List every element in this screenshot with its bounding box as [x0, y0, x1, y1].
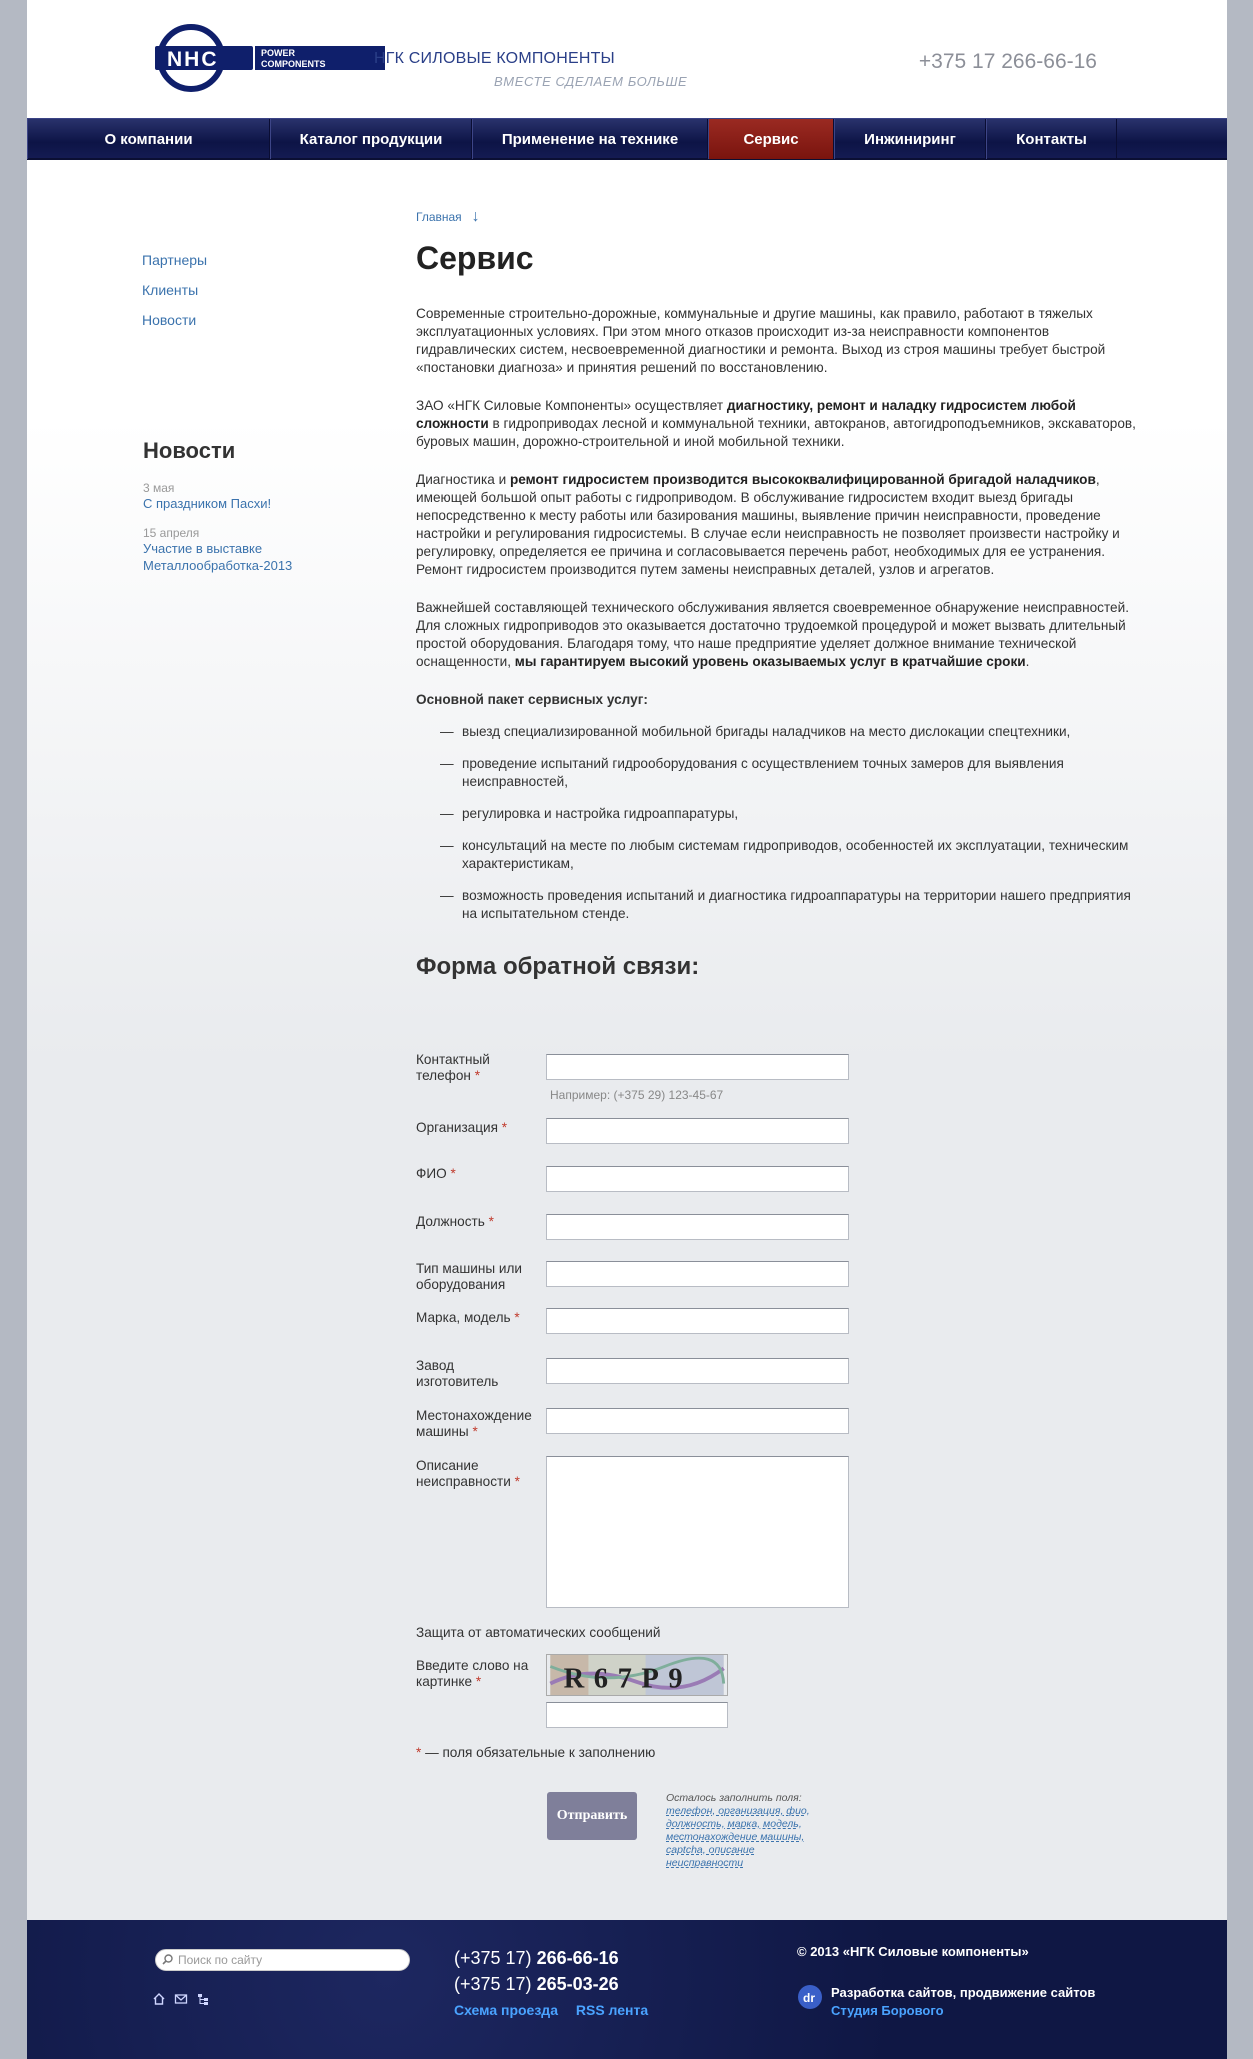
news-link[interactable]: Участие в выставке Металлообработка-2013 [143, 541, 293, 573]
submit-button[interactable]: Отправить [547, 1792, 637, 1840]
site-footer [27, 1920, 1227, 2059]
developer-text: Разработка сайтов, продвижение сайтов [831, 1985, 1096, 2000]
news-heading: Новости [143, 438, 236, 463]
search-placeholder: Поиск по сайту [178, 1953, 263, 1967]
paragraph: Важнейшей составляющей технического обслуживания является своевременное обнаружение неисправностей. Для сложных гидроприводов это оказывается достаточно трудоемкой процедурой и может вызвать длительный простой оборудования. Благодаря тому, что наше предприятие уделяет должное внимание технической оснащенности, мы гарантируем высокий уровень оказываемых услуг в кратчайшие сроки. [416, 600, 1129, 669]
list-item: — выезд специализированной мобильной бригады наладчиков на место дислокации спецтехники, [416, 723, 1136, 741]
nav-engineering[interactable]: Инжиниринг [834, 119, 986, 159]
brand-input[interactable] [546, 1308, 849, 1334]
paragraph: Современные строительно-дорожные, коммунальные и другие машины, как правило, работают в тяжелых эксплуатационных условиях. При этом много отказов происходит из-за неисправности компонентов гидравлических систем, несвоевременной диагностики и ремонта. Выход из строя машины требует быстрой «постановки диагноза» и принятия решений по восстановлению. [416, 306, 1106, 375]
list-item: — проведение испытаний гидрооборудования с осуществлением точных замеров для выявления неисправностей, [416, 755, 1136, 791]
required-note: * — поля обязательные к заполнению [416, 1745, 656, 1760]
machine-input[interactable] [546, 1261, 849, 1287]
brand-label: Марка, модель * [416, 1310, 520, 1325]
map-link[interactable]: Схема проезда [454, 2002, 558, 2018]
phone-hint: Например: (+375 29) 123-45-67 [550, 1088, 724, 1102]
fio-input[interactable] [546, 1166, 849, 1192]
paragraph: Диагностика и ремонт гидросистем производится высококвалифицированной бригадой наладчиков, имеющей большой опыт работы с гидроприводом. В обслуживание гидросистем входит выезд бригады непосредственно к месту работы или базирования машины, выявление причин неисправности, проведение настройки и регулирования гидросистемы. В случае если неисправность не позволяет произвести настройку и регулировку, определяется ее причина и согласовывается перечень работ, необходимых для ее устранения. Ремонт гидросистем производится путем замены неисправных деталей, узлов и агрегатов. [416, 472, 1120, 577]
location-input[interactable] [546, 1408, 849, 1434]
location-label: Местонахождение машины * [416, 1408, 532, 1439]
post-label: Должность * [416, 1214, 494, 1229]
site-header [27, 0, 1227, 118]
company-logo[interactable] [153, 22, 385, 94]
developer-credit [797, 1984, 1095, 2020]
services-title: Основной пакет сервисных услуг: [416, 692, 648, 707]
nav-service[interactable]: Сервис [708, 119, 834, 159]
protection-title: Защита от автоматических сообщений [416, 1625, 661, 1640]
main-content [416, 208, 1136, 981]
brand-name: НГК СИЛОВЫЕ КОМПОНЕНТЫ [374, 50, 615, 67]
org-label: Организация * [416, 1120, 508, 1135]
svg-text:POWER: POWER [261, 48, 296, 58]
svg-text:dr: dr [803, 1991, 815, 2005]
form-title: Форма обратной связи: [416, 953, 700, 980]
search-input[interactable] [155, 1949, 410, 1971]
page [27, 0, 1227, 2059]
home-icon[interactable] [152, 1992, 166, 2006]
news-link[interactable]: С праздником Пасхи! [143, 496, 272, 511]
breadcrumb [416, 208, 1136, 226]
org-input[interactable] [546, 1118, 849, 1144]
nav-contacts[interactable]: Контакты [986, 119, 1117, 159]
desc-label: Описание неисправности * [416, 1458, 520, 1489]
fio-label: ФИО * [416, 1166, 456, 1181]
footer-phone-1: (+375 17) 266-66-16 [454, 1948, 619, 1968]
nav-application[interactable]: Применение на технике [472, 119, 708, 159]
logo-text: NHC [167, 48, 219, 71]
factory-label: Завод изготовитель [416, 1358, 499, 1389]
list-item: — консультаций на месте по любым системам гидроприводов, особенностей их эксплуатации, техническим характеристикам, [416, 837, 1136, 873]
breadcrumb-home[interactable]: Главная [416, 210, 462, 224]
sitemap-icon[interactable] [196, 1992, 210, 2006]
description-textarea[interactable] [546, 1456, 849, 1608]
rss-link[interactable]: RSS лента [575, 2002, 649, 2018]
nav-about[interactable]: О компании [27, 119, 270, 159]
header-phone: +375 17 266-66-16 [918, 50, 1097, 73]
studio-link[interactable]: Студия Борового [831, 2003, 944, 2018]
sidebar-link-news[interactable]: Новости [142, 312, 197, 328]
footer-icons [152, 1992, 210, 2006]
main-nav [27, 118, 1227, 160]
captcha-input[interactable] [546, 1702, 728, 1728]
remaining-fields: Осталось заполнить поля: телефон, организация, фио, должность, марка, модель, местонахождение машины, captcha, описание неисправности [666, 1792, 816, 1870]
captcha-text: R67P9 [563, 1663, 693, 1695]
captcha-image [546, 1654, 728, 1696]
paragraph: ЗАО «НГК Силовые Компоненты» осуществляет диагностику, ремонт и наладку гидросистем любой сложности в гидроприводах лесной и коммунальной техники, автокранов, автогидроподъемников, экскаваторов, буровых машин, дорожно-строительной и иной мобильной техники. [416, 398, 1136, 449]
page-title: Сервис [416, 240, 534, 276]
phone-label: Контактный телефон * [416, 1052, 490, 1083]
captcha-label: Введите слово на картинке * [416, 1658, 529, 1689]
search-icon [162, 1954, 173, 1965]
mail-icon[interactable] [174, 1992, 188, 2006]
copyright: © 2013 «НГК Силовые компоненты» [797, 1944, 1029, 1959]
svg-text:COMPONENTS: COMPONENTS [261, 59, 326, 69]
post-input[interactable] [546, 1214, 849, 1240]
news-date: 15 апреля [143, 526, 200, 540]
nav-catalog[interactable]: Каталог продукции [270, 119, 472, 159]
services-list [416, 723, 1136, 923]
phone-input[interactable] [546, 1054, 849, 1080]
list-item: — возможность проведения испытаний и диагностика гидроаппаратуры на территории нашего предприятия на испытательном стенде. [416, 887, 1136, 923]
arrow-down-icon: ↓ [471, 208, 480, 225]
footer-phone-2: (+375 17) 265-03-26 [454, 1974, 619, 1994]
studio-logo-icon [797, 1984, 823, 2010]
sidebar-link-partners[interactable]: Партнеры [142, 252, 208, 268]
slogan: ВМЕСТЕ СДЕЛАЕМ БОЛЬШЕ [494, 74, 688, 89]
feedback-form [416, 1050, 1136, 1900]
news-date: 3 мая [143, 481, 175, 495]
sidebar-link-clients[interactable]: Клиенты [142, 282, 199, 298]
list-item: — регулировка и настройка гидроаппаратуры, [416, 805, 1136, 823]
factory-input[interactable] [546, 1358, 849, 1384]
sidebar [142, 252, 392, 342]
footer-links [454, 2002, 648, 2018]
news-list [143, 481, 343, 574]
machine-label: Тип машины или оборудования [416, 1261, 523, 1292]
remaining-fields-list[interactable]: телефон, организация, фио, должность, марка, модель, местонахождение машины, captcha, описание неисправности [666, 1805, 810, 1869]
